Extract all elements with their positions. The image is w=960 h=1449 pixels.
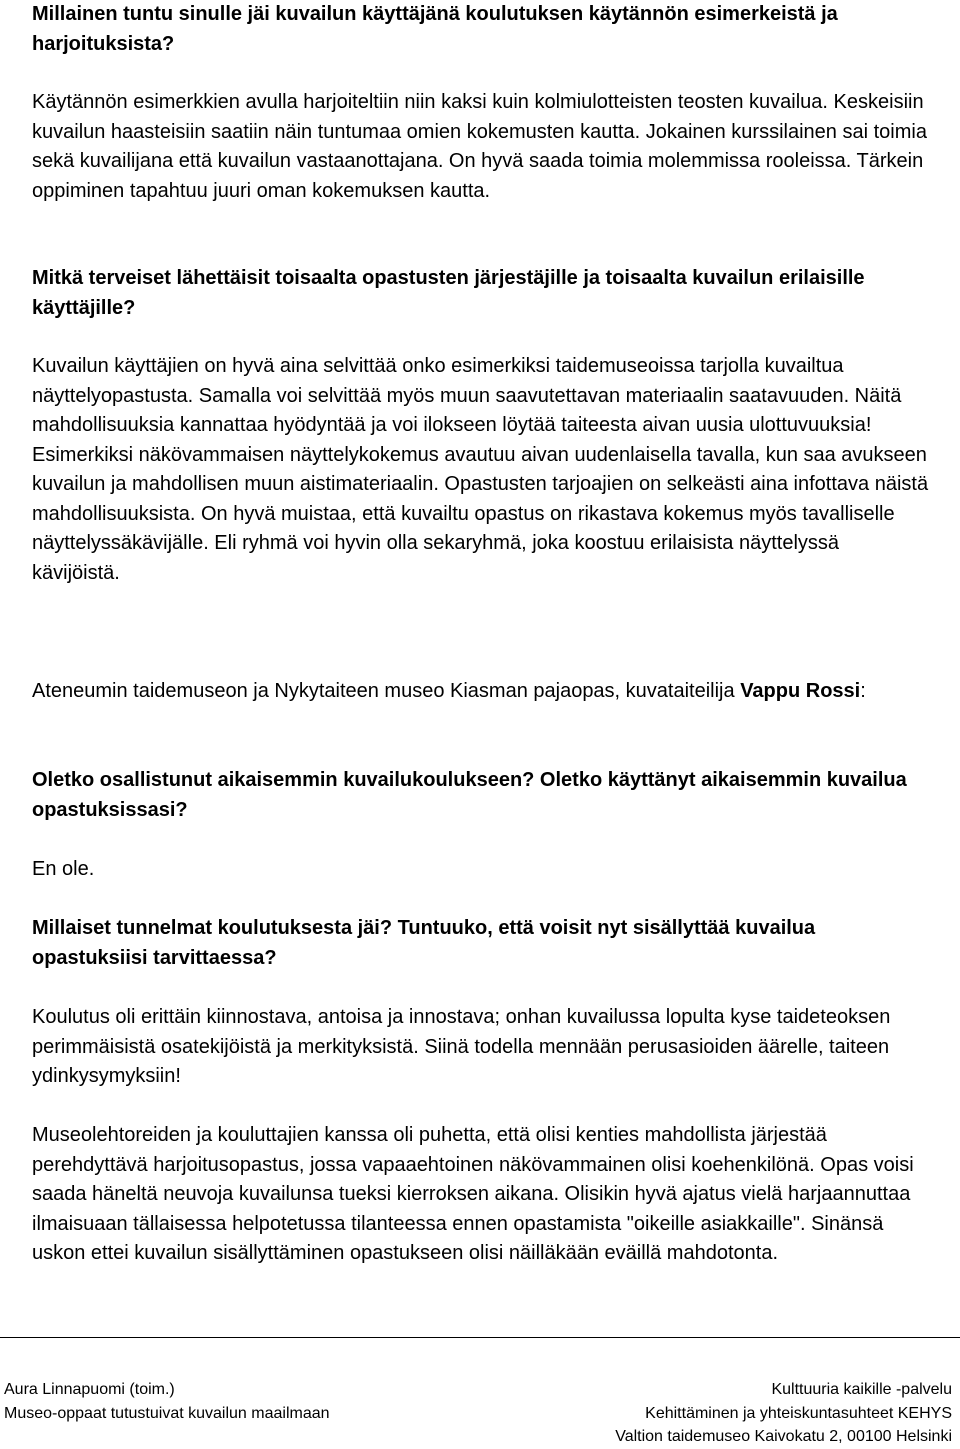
interviewee-intro bbox=[32, 677, 932, 707]
answer-2: Kuvailun käyttäjien on hyvä aina selvittää onko esimerkiksi taidemuseoissa tarjolla kuvailtua näyttelyopastusta. Samalla voi selvittää myös muun saavutettavan materiaalin saatavuuden. Näitä mahdollisuuksia kannattaa hyödyntää ja voi ilokseen löytää taiteesta aivan uusia ulottuvuuksia! Esimerkiksi näkövammaisen näyttelykokemus avautuu aivan uudenlaisella tavalla, kun saa avukseen kuvailun ja mahdollisen muun aistimateriaalin. Opastusten tarjoajien on selkeästi aina infottava näistä mahdollisuuksista. On hyvä muistaa, että kuvailtu opastus on rikastava kokemus myös tavalliselle näyttelyssäkävijälle. Eli ryhmä voi hyvin olla sekaryhmä, joka koostuu erilaisista näyttelyssä kävijöistä. bbox=[32, 355, 929, 584]
footer-department: Kehittäminen ja yhteiskuntasuhteet KEHYS bbox=[645, 1404, 952, 1422]
intro-colon: : bbox=[860, 680, 866, 702]
question-1: Millainen tuntu sinulle jäi kuvailun käyttäjänä koulutuksen käytännön esimerkeistä ja harjoituksista? bbox=[32, 3, 838, 55]
footer-right bbox=[615, 1378, 952, 1449]
footer-left bbox=[4, 1378, 330, 1425]
question-2: Mitkä terveiset lähettäisit toisaalta opastusten järjestäjille ja toisaalta kuvailun erilaisille käyttäjille? bbox=[32, 267, 865, 319]
intro-text: Ateneumin taidemuseon ja Nykytaiteen museo Kiasman pajaopas, kuvataiteilija bbox=[32, 680, 741, 702]
answer-5: Museolehtoreiden ja kouluttajien kanssa oli puhetta, että olisi kenties mahdollista järjestää perehdyttävä harjoitusopastus, jossa vapaaehtoinen näkövammainen olisi koehenkilönä. Opas voisi saada häneltä neuvoja kuvailunsa tueksi kierroksen aikana. Olisikin hyvä ajatus vielä harjaannuttaa ilmaisuaan tällaisessa helpotetussa tilanteessa ennen opastamista "oikeille asiakkaille". Sinänsä uskon ettei kuvailun sisällyttäminen opastukseen olisi näilläkään eväillä mahdotonta. bbox=[32, 1124, 914, 1264]
footer-divider bbox=[0, 1337, 960, 1338]
footer-publication-title: Museo-oppaat tutustuivat kuvailun maailmaan bbox=[4, 1404, 330, 1422]
question-3: Oletko osallistunut aikaisemmin kuvailukoulukseen? Oletko käyttänyt aikaisemmin kuvailua opastuksissasi? bbox=[32, 769, 907, 821]
question-4: Millaiset tunnelmat koulutuksesta jäi? Tuntuuko, että voisit nyt sisällyttää kuvailua opastuksiisi tarvittaessa? bbox=[32, 917, 816, 969]
footer-service: Kulttuuria kaikille -palvelu bbox=[771, 1381, 952, 1398]
footer-editor: Aura Linnapuomi (toim.) bbox=[4, 1381, 175, 1398]
footer-address: Valtion taidemuseo Kaivokatu 2, 00100 Helsinki bbox=[615, 1428, 952, 1445]
answer-3: En ole. bbox=[32, 858, 95, 880]
answer-4: Koulutus oli erittäin kiinnostava, antoisa ja innostava; onhan kuvailussa lopulta kyse taideteoksen perimmäisistä osatekijöistä ja merkityksistä. Siinä todella mennään perusasioiden äärelle, taiteen ydinkysymyksiin! bbox=[32, 1006, 891, 1087]
interviewee-name: Vappu Rossi bbox=[740, 680, 861, 702]
answer-1: Käytännön esimerkkien avulla harjoiteltiin niin kaksi kuin kolmiulotteisten teosten kuvailua. Keskeisiin kuvailun haasteisiin saatiin näin tuntumaa omien kokemusten kautta. Jokainen kurssilainen sai toimia sekä kuvailijana että kuvailun vastaanottajana. On hyvä saada toimia molemmissa rooleissa. Tärkein oppiminen tapahtuu juuri oman kokemuksen kautta. bbox=[32, 91, 927, 202]
